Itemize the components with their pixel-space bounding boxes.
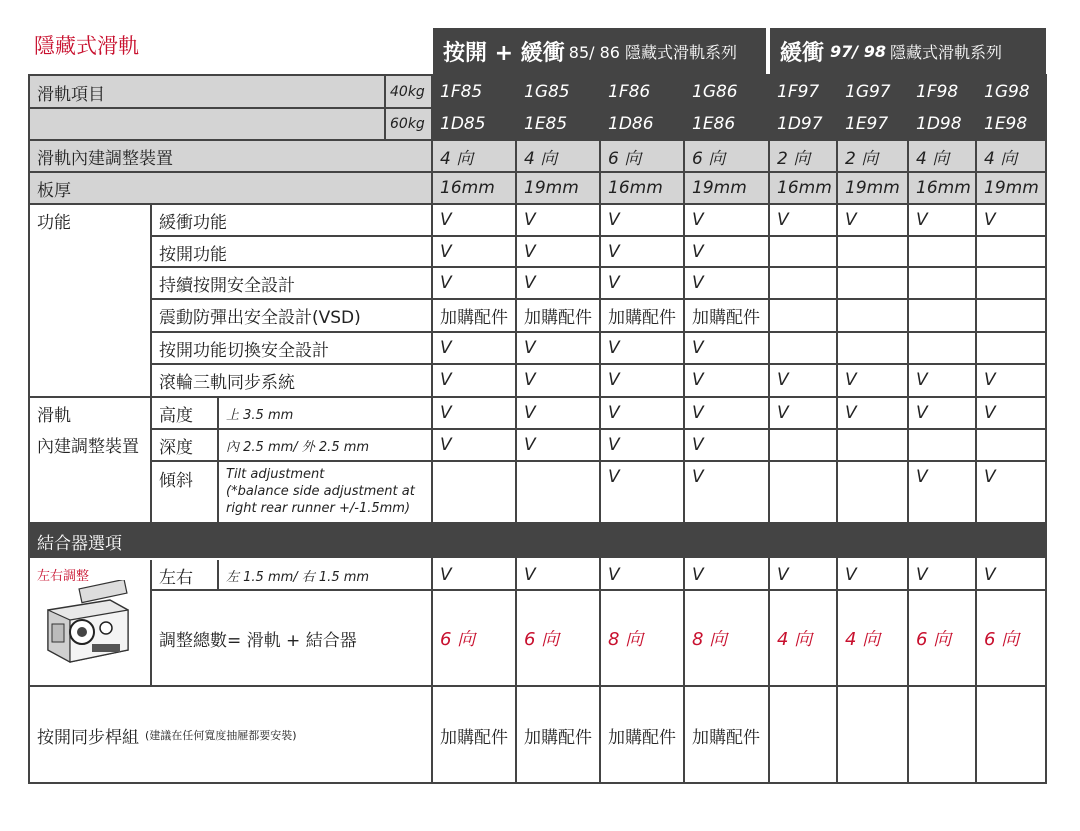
lr-cell: V xyxy=(692,565,704,585)
tilt-cell: V xyxy=(984,467,996,487)
coupler-product-image xyxy=(40,580,136,666)
grid-vline xyxy=(431,74,433,784)
header-group2-title: 緩衝 xyxy=(780,40,825,66)
function-cell xyxy=(838,333,907,363)
lr-cell: V xyxy=(608,565,620,585)
header-group1-title: 按開 + 緩衝 xyxy=(443,40,565,66)
sync-cell: 加購配件 xyxy=(524,727,592,748)
depth-cell: V xyxy=(608,435,620,455)
total-ways-cell: 6 向 xyxy=(916,629,952,650)
height-cell: V xyxy=(984,403,996,423)
grid-hline xyxy=(30,203,1046,205)
function-cell: V xyxy=(524,273,536,293)
function-cell xyxy=(838,300,907,330)
model-60kg-1D85: 1D85 xyxy=(433,109,515,139)
function-cell xyxy=(838,268,907,298)
adjust-ways-cell: 2 向 xyxy=(838,141,907,171)
total-ways-cell: 4 向 xyxy=(845,629,881,650)
function-name: 震動防彈出安全設計(VSD) xyxy=(159,307,361,328)
function-cell xyxy=(909,237,975,267)
function-cell: V xyxy=(608,210,620,230)
adjust-ways-cell: 2 向 xyxy=(770,141,836,171)
lr-cell: V xyxy=(916,565,928,585)
total-ways-cell: 6 向 xyxy=(524,629,560,650)
thickness-cell: 16mm xyxy=(433,173,515,203)
header-group1-series: 85/ 86 隱藏式滑軌系列 xyxy=(568,42,738,62)
function-cell: V xyxy=(692,273,704,293)
adjust-ways-cell: 6 向 xyxy=(685,141,768,171)
function-cell xyxy=(770,237,836,267)
header-soft-close xyxy=(770,28,1046,74)
function-cell xyxy=(770,300,836,330)
grid-hline xyxy=(150,298,1046,300)
lr-cell: V xyxy=(984,565,996,585)
lr-cell: V xyxy=(440,565,452,585)
function-label: 功能 xyxy=(37,212,71,233)
model-40kg-1F85: 1F85 xyxy=(433,76,515,107)
grid-vline xyxy=(28,74,30,784)
lr-label: 左右 xyxy=(159,567,193,588)
tilt-cell: V xyxy=(692,467,704,487)
model-60kg-1D86: 1D86 xyxy=(601,109,683,139)
thickness-cell: 19mm xyxy=(977,173,1046,203)
thickness-cell: 16mm xyxy=(770,173,836,203)
function-cell xyxy=(909,300,975,330)
function-name: 持續按開安全設計 xyxy=(159,275,295,296)
thickness-cell: 16mm xyxy=(601,173,683,203)
depth-cell xyxy=(977,430,1046,460)
grid-hline xyxy=(150,266,1046,268)
depth-cell xyxy=(838,430,907,460)
depth-cell: V xyxy=(440,435,452,455)
grid-vline xyxy=(217,560,219,590)
function-cell: V xyxy=(692,370,704,390)
function-cell: V xyxy=(984,210,996,230)
thickness-cell: 19mm xyxy=(517,173,599,203)
model-60kg-1E97: 1E97 xyxy=(838,109,907,139)
tilt-line-1: Tilt adjustment xyxy=(226,467,325,482)
function-cell: V xyxy=(440,273,452,293)
tilt-cell: V xyxy=(916,467,928,487)
model-60kg-1E85: 1E85 xyxy=(517,109,599,139)
function-cell: V xyxy=(524,242,536,262)
lr-cell: V xyxy=(524,565,536,585)
height-cell: V xyxy=(692,403,704,423)
function-cell: 加購配件 xyxy=(524,307,592,328)
height-cell: V xyxy=(777,403,789,423)
adjust-ways-cell: 6 向 xyxy=(601,141,683,171)
lr-cell: V xyxy=(845,565,857,585)
grid-hline xyxy=(30,396,1046,398)
total-ways-cell: 6 向 xyxy=(984,629,1020,650)
tilt-cell xyxy=(838,462,907,492)
header-group2-series: 隱藏式滑軌系列 xyxy=(889,42,1002,62)
grid-hline xyxy=(30,74,1046,76)
sync-cell xyxy=(909,688,975,782)
function-name: 緩衝功能 xyxy=(159,212,227,233)
function-cell xyxy=(909,333,975,363)
tilt-cell xyxy=(517,462,599,492)
grid-vline xyxy=(768,74,770,784)
function-cell: V xyxy=(916,370,928,390)
function-cell: V xyxy=(524,338,536,358)
coupler-header: 結合器選項 xyxy=(37,533,122,554)
model-60kg-1D98: 1D98 xyxy=(909,109,975,139)
grid-vline xyxy=(384,76,386,139)
function-cell: V xyxy=(692,210,704,230)
grid-vline xyxy=(1045,74,1047,784)
function-cell xyxy=(770,333,836,363)
tilt-line-3: right rear runner +/-1.5mm) xyxy=(226,501,411,516)
grid-vline xyxy=(599,74,601,784)
function-cell: V xyxy=(608,370,620,390)
function-cell: V xyxy=(440,242,452,262)
function-cell: V xyxy=(440,370,452,390)
grid-hline xyxy=(150,428,1046,430)
lr-cell: V xyxy=(777,565,789,585)
total-ways-cell: 6 向 xyxy=(440,629,476,650)
grid-hline xyxy=(30,107,1046,109)
grid-hline xyxy=(150,363,1046,365)
header-push-open-soft-close xyxy=(433,28,766,74)
height-cell: V xyxy=(916,403,928,423)
tilt-description xyxy=(219,466,431,517)
header-group2-num: 97/ 98 xyxy=(830,41,886,61)
rail-label: 滑軌 xyxy=(37,405,71,426)
tilt-cell: V xyxy=(608,467,620,487)
function-cell xyxy=(838,237,907,267)
height-cell: V xyxy=(608,403,620,423)
model-60kg-1E86: 1E86 xyxy=(685,109,768,139)
depth-cell: V xyxy=(524,435,536,455)
depth-cell: V xyxy=(692,435,704,455)
depth-value: 內 2.5 mm/ 外 2.5 mm xyxy=(226,439,370,455)
grid-hline xyxy=(30,522,1046,524)
grid-vline xyxy=(217,398,219,522)
adjust-ways-cell: 4 向 xyxy=(517,141,599,171)
thickness-cell: 16mm xyxy=(909,173,975,203)
total-ways-cell: 8 向 xyxy=(608,629,644,650)
grid-hline xyxy=(150,460,1046,462)
tilt-cell xyxy=(433,462,515,492)
item-label: 滑軌項目 xyxy=(37,85,105,105)
adjust-ways-cell: 4 向 xyxy=(977,141,1046,171)
lr-adjust-label: 左右調整 xyxy=(37,568,90,584)
total-ways-cell: 8 向 xyxy=(692,629,728,650)
model-40kg-1G85: 1G85 xyxy=(517,76,599,107)
height-cell: V xyxy=(845,403,857,423)
function-cell: V xyxy=(608,338,620,358)
grid-hline xyxy=(30,139,1046,141)
function-cell: 加購配件 xyxy=(440,307,508,328)
thickness-cell: 19mm xyxy=(685,173,768,203)
sync-cell: 加購配件 xyxy=(440,727,508,748)
height-value: 上 3.5 mm xyxy=(226,407,294,423)
thickness-cell: 19mm xyxy=(838,173,907,203)
depth-label: 深度 xyxy=(159,437,193,458)
function-cell: V xyxy=(608,273,620,293)
grid-vline xyxy=(515,74,517,784)
model-40kg-1F98: 1F98 xyxy=(909,76,975,107)
model-40kg-1F97: 1F97 xyxy=(770,76,836,107)
model-40kg-1F86: 1F86 xyxy=(601,76,683,107)
function-cell: V xyxy=(692,338,704,358)
weight-40kg: 40kg xyxy=(386,76,431,107)
tilt-cell xyxy=(770,462,836,492)
height-label: 高度 xyxy=(159,405,193,426)
thickness-label: 板厚 xyxy=(30,173,431,203)
function-cell xyxy=(770,268,836,298)
function-cell xyxy=(977,333,1046,363)
function-name: 按開功能 xyxy=(159,244,227,265)
function-cell: V xyxy=(692,242,704,262)
function-cell: V xyxy=(524,210,536,230)
grid-hline xyxy=(150,235,1046,237)
function-cell xyxy=(977,300,1046,330)
sync-cell: 加購配件 xyxy=(692,727,760,748)
model-40kg-1G98: 1G98 xyxy=(977,76,1046,107)
adjust-label: 滑軌內建調整裝置 xyxy=(30,141,431,171)
function-cell: 加購配件 xyxy=(692,307,760,328)
grid-vline xyxy=(150,205,152,522)
grid-vline xyxy=(836,74,838,784)
sync-cell xyxy=(838,688,907,782)
grid-vline xyxy=(975,74,977,784)
grid-hline xyxy=(150,331,1046,333)
grid-hline xyxy=(30,685,1046,687)
function-cell xyxy=(977,268,1046,298)
adjust-ways-cell: 4 向 xyxy=(433,141,515,171)
model-40kg-1G97: 1G97 xyxy=(838,76,907,107)
grid-hline xyxy=(30,782,1046,784)
height-cell: V xyxy=(440,403,452,423)
sync-label: 按開同步桿組 xyxy=(37,727,139,748)
tilt-line-2: (*balance side adjustment at xyxy=(226,484,415,499)
function-name: 滾輪三軌同步系統 xyxy=(159,372,295,393)
function-cell xyxy=(909,268,975,298)
function-cell xyxy=(977,237,1046,267)
sync-row-label xyxy=(30,688,432,782)
lr-value: 左 1.5 mm/ 右 1.5 mm xyxy=(226,569,370,585)
grid-vline xyxy=(683,74,685,784)
grid-vline xyxy=(907,74,909,784)
function-cell: V xyxy=(777,370,789,390)
function-cell: V xyxy=(608,242,620,262)
grid-hline xyxy=(30,171,1046,173)
model-60kg-1E98: 1E98 xyxy=(977,109,1046,139)
sync-cell xyxy=(770,688,836,782)
depth-cell xyxy=(909,430,975,460)
function-cell: V xyxy=(440,210,452,230)
weight-60kg: 60kg xyxy=(386,109,431,139)
sync-cell: 加購配件 xyxy=(608,727,676,748)
function-cell: V xyxy=(845,370,857,390)
function-cell: V xyxy=(777,210,789,230)
tilt-label: 傾斜 xyxy=(159,471,193,491)
model-40kg-1G86: 1G86 xyxy=(685,76,768,107)
total-label: 調整總數= 滑軌 + 結合器 xyxy=(159,630,357,651)
function-cell: V xyxy=(440,338,452,358)
total-ways-cell: 4 向 xyxy=(777,629,813,650)
sync-cell xyxy=(977,688,1046,782)
sync-note: (建議在任何寬度抽屜都要安裝) xyxy=(145,729,297,742)
function-cell: V xyxy=(524,370,536,390)
function-cell: V xyxy=(845,210,857,230)
model-60kg-1D97: 1D97 xyxy=(770,109,836,139)
function-name: 按開功能切換安全設計 xyxy=(159,340,329,361)
rail-adjust-label: 內建調整裝置 xyxy=(37,436,139,457)
depth-cell xyxy=(770,430,836,460)
function-cell: V xyxy=(916,210,928,230)
grid-hline xyxy=(150,589,1046,591)
height-cell: V xyxy=(524,403,536,423)
function-cell: V xyxy=(984,370,996,390)
adjust-ways-cell: 4 向 xyxy=(909,141,975,171)
grid-vline xyxy=(150,560,152,685)
page-title: 隱藏式滑軌 xyxy=(34,34,139,58)
function-cell: 加購配件 xyxy=(608,307,676,328)
